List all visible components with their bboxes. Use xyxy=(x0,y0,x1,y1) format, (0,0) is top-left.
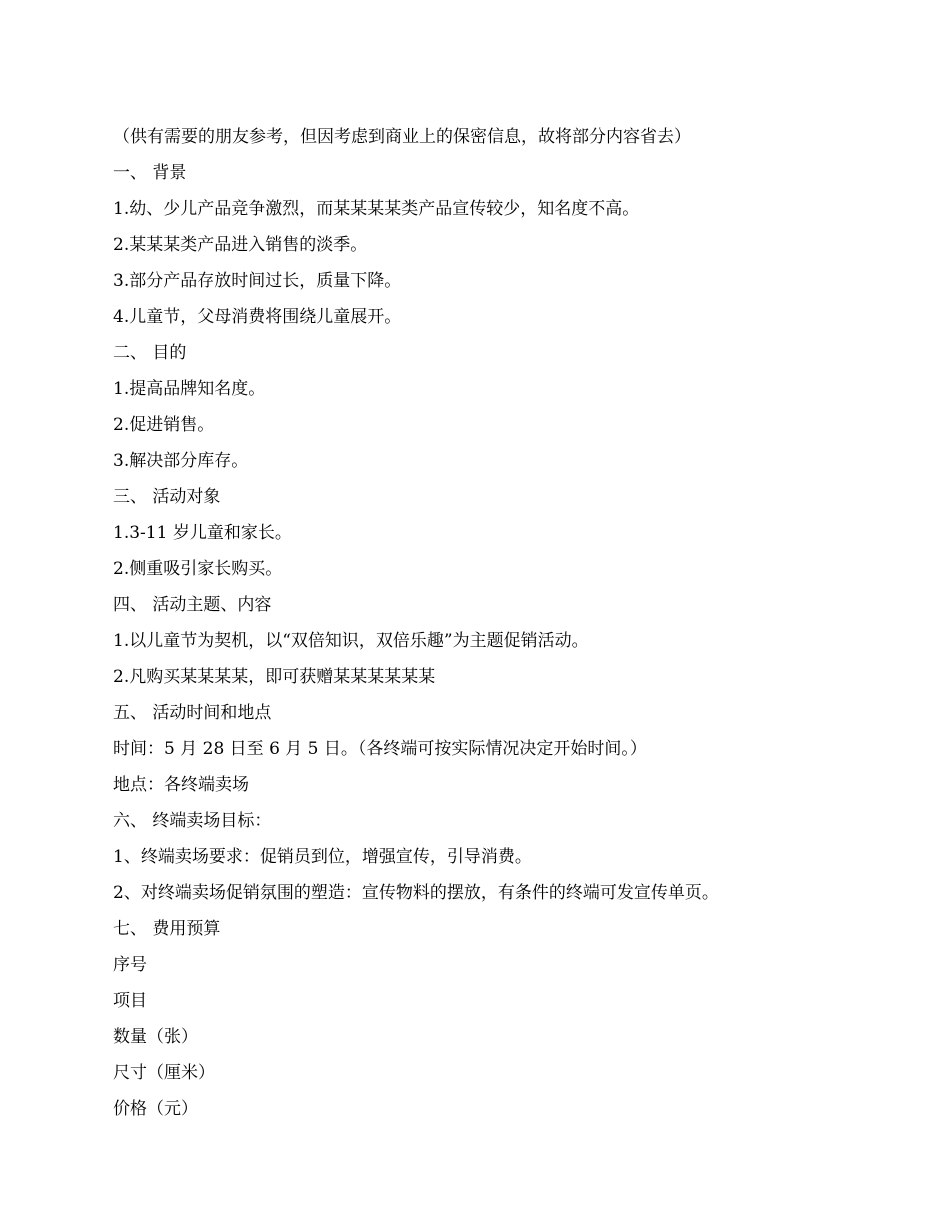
paragraph: 2.凡购买某某某某，即可获赠某某某某某某 xyxy=(113,667,436,687)
paragraph: 1.以儿童节为契机，以“双倍知识，双倍乐趣”为主题促销活动。 xyxy=(113,631,589,651)
document-body xyxy=(113,119,893,1127)
budget-column-item: 项目 xyxy=(113,991,147,1011)
section-heading-budget: 七、 费用预算 xyxy=(113,919,221,939)
intro-note: （供有需要的朋友参考，但因考虑到商业上的保密信息，故将部分内容省去） xyxy=(113,127,691,147)
paragraph: 4.儿童节，父母消费将围绕儿童展开。 xyxy=(113,307,402,327)
paragraph: 2.侧重吸引家长购买。 xyxy=(113,559,283,579)
section-heading-theme: 四、 活动主题、内容 xyxy=(113,595,272,615)
section-heading-purpose: 二、 目的 xyxy=(113,343,187,363)
paragraph: 2.促进销售。 xyxy=(113,415,215,435)
paragraph: 1.提高品牌知名度。 xyxy=(113,379,266,399)
paragraph: 时间：5 月 28 日至 6 月 5 日。（各终端可按实际情况决定开始时间。） xyxy=(113,739,647,759)
budget-column-quantity: 数量（张） xyxy=(113,1027,198,1047)
section-heading-targets: 六、 终端卖场目标： xyxy=(113,811,272,831)
paragraph: 1、终端卖场要求：促销员到位，增强宣传，引导消费。 xyxy=(113,847,532,867)
paragraph: 地点：各终端卖场 xyxy=(113,775,249,795)
paragraph: 3.部分产品存放时间过长，质量下降。 xyxy=(113,271,402,291)
paragraph: 1.3-11 岁儿童和家长。 xyxy=(113,523,292,543)
paragraph: 2、对终端卖场促销氛围的塑造：宣传物料的摆放，有条件的终端可发宣传单页。 xyxy=(113,883,719,903)
paragraph: 2.某某某类产品进入销售的淡季。 xyxy=(113,235,368,255)
paragraph: 1.幼、少儿产品竞争激烈，而某某某某类产品宣传较少，知名度不高。 xyxy=(113,199,640,219)
section-heading-time-place: 五、 活动时间和地点 xyxy=(113,703,272,723)
budget-column-price: 价格（元） xyxy=(113,1099,198,1119)
budget-column-size: 尺寸（厘米） xyxy=(113,1063,215,1083)
budget-column-number: 序号 xyxy=(113,955,147,975)
paragraph: 3.解决部分库存。 xyxy=(113,451,249,471)
section-heading-background: 一、 背景 xyxy=(113,163,187,183)
section-heading-audience: 三、 活动对象 xyxy=(113,487,221,507)
